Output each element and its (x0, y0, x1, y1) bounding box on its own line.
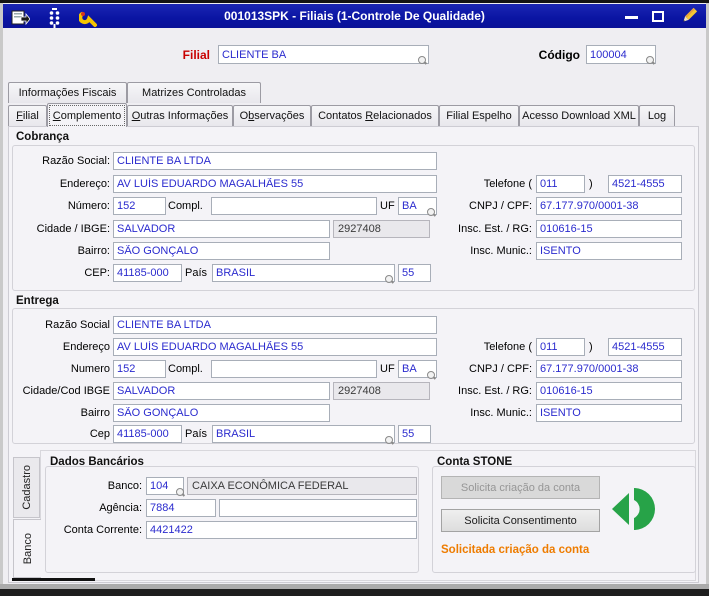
cobranca-uf-lookup-magnifier-icon[interactable] (427, 208, 436, 217)
cobranca-cidade-label: Cidade / IBGE: (36, 223, 110, 235)
cobranca-cnpj-label: CNPJ / CPF: (469, 200, 532, 212)
entrega-bairro-label: Bairro (80, 407, 110, 419)
entrega-pais-lookup-magnifier-icon[interactable] (385, 436, 394, 445)
tab-label: Outras Informações (131, 110, 229, 122)
tab-label: Log (647, 110, 667, 122)
cobranca-cep-input[interactable] (113, 264, 182, 282)
cobranca-pais-codigo-input[interactable] (398, 264, 431, 282)
minimize-icon[interactable] (625, 16, 638, 19)
codigo-lookup-magnifier-icon[interactable] (646, 56, 655, 65)
entrega-razao-social-label: Razão Social (45, 319, 110, 331)
conta-corrente-label: Conta Corrente: (63, 524, 142, 536)
cobranca-insc-est-input[interactable] (536, 220, 682, 238)
entrega-section-title: Entrega (16, 295, 59, 307)
entrega-insc-mun-label: Insc. Munic.: (470, 407, 532, 419)
window-title: 001013SPK - Filiais (1-Controle De Qualidade) (224, 9, 485, 23)
cobranca-pais-input[interactable] (212, 264, 395, 282)
side-tab-indicator-bar (12, 578, 95, 581)
cobranca-cidade-input[interactable] (113, 220, 330, 238)
cobranca-uf-label: UF (380, 200, 395, 212)
cobranca-ibge-readonly: 2927408 (333, 220, 430, 238)
entrega-uf-lookup-magnifier-icon[interactable] (427, 371, 436, 380)
agencia-digito-input[interactable] (219, 499, 417, 517)
banco-nome-readonly: CAIXA ECONÔMICA FEDERAL (187, 477, 417, 495)
entrega-cnpj-label: CNPJ / CPF: (469, 363, 532, 375)
titlebar[interactable] (3, 4, 706, 28)
entrega-endereco-label: Endereço (62, 341, 110, 353)
dados-bancarios-title: Dados Bancários (50, 456, 144, 468)
entrega-compl-label: Compl. (168, 363, 203, 375)
entrega-cep-label: Cep (89, 428, 110, 440)
cobranca-insc-est-label: Insc. Est. / RG: (458, 223, 532, 235)
cobranca-telefone-label: Telefone ( (483, 178, 532, 190)
tab-label: Filial Espelho (446, 110, 512, 122)
entrega-numero-input[interactable] (113, 360, 166, 378)
tab-filial[interactable] (8, 105, 47, 126)
entrega-uf-label: UF (380, 363, 395, 375)
tab-complemento[interactable] (47, 103, 127, 127)
entrega-insc-mun-input[interactable] (536, 404, 682, 422)
entrega-cnpj-input[interactable] (536, 360, 682, 378)
window-border-bottom (0, 589, 709, 596)
banco-label: Banco: (107, 480, 142, 492)
entrega-endereco-input[interactable] (113, 338, 437, 356)
entrega-pais-input[interactable] (212, 425, 395, 443)
banco-lookup-magnifier-icon[interactable] (176, 488, 185, 497)
filial-input[interactable] (218, 45, 429, 64)
entrega-compl-input[interactable] (211, 360, 377, 378)
entrega-pais-codigo-input[interactable] (398, 425, 431, 443)
tab-label: Informações Fiscais (18, 87, 117, 99)
entrega-razao-social-input[interactable] (113, 316, 437, 334)
entrega-cep-input[interactable] (113, 425, 182, 443)
tab-observacoes[interactable] (233, 105, 311, 126)
tab-informacoes-fiscais[interactable] (8, 82, 127, 103)
cobranca-insc-mun-input[interactable] (536, 242, 682, 260)
entrega-cidade-input[interactable] (113, 382, 330, 400)
entrega-insc-est-label: Insc. Est. / RG: (458, 385, 532, 397)
cobranca-razao-social-label: Razão Social: (42, 155, 110, 167)
cobranca-pais-lookup-magnifier-icon[interactable] (385, 275, 394, 284)
entrega-telefone-label: Telefone ( (483, 341, 532, 353)
maximize-icon[interactable] (652, 11, 664, 22)
tab-label: Observações (239, 110, 305, 122)
cobranca-endereco-input[interactable] (113, 175, 437, 193)
cobranca-insc-mun-label: Insc. Munic.: (470, 245, 532, 257)
cobranca-bairro-input[interactable] (113, 242, 330, 260)
edit-pencil-icon[interactable] (678, 6, 700, 27)
entrega-insc-est-input[interactable] (536, 382, 682, 400)
entrega-numero-label: Numero (70, 363, 110, 375)
entrega-telefone-numero-input[interactable] (608, 338, 682, 356)
window-border-top (0, 0, 709, 3)
cobranca-telefone-ddd-input[interactable] (536, 175, 585, 193)
solicita-consentimento-button[interactable]: Solicita Consentimento (441, 509, 600, 532)
conta-stone-title: Conta STONE (437, 456, 513, 468)
entrega-ibge-readonly: 2927408 (333, 382, 430, 400)
entrega-telefone-ddd-input[interactable] (536, 338, 585, 356)
tab-contatos-relacionados[interactable] (311, 105, 439, 126)
side-tab-label: Banco (21, 532, 34, 565)
cobranca-compl-label: Compl. (168, 200, 203, 212)
cobranca-razao-social-input[interactable] (113, 152, 437, 170)
cobranca-pais-label: País (185, 267, 208, 279)
cobranca-cep-label: CEP: (84, 267, 110, 279)
cobranca-compl-input[interactable] (211, 197, 377, 215)
tab-acesso-download-xml[interactable] (519, 105, 639, 126)
cobranca-numero-label: Número: (67, 200, 110, 212)
cobranca-bairro-label: Bairro: (77, 245, 110, 257)
tab-label: Matrizes Controladas (142, 87, 246, 99)
cobranca-numero-input[interactable] (113, 197, 166, 215)
cobranca-telefone-paren-label: ) (589, 178, 593, 190)
side-tab-label: Cadastro (20, 465, 33, 510)
tab-log[interactable] (639, 105, 675, 126)
tab-label: Contatos Relacionados (318, 110, 432, 122)
tab-filial-espelho[interactable] (439, 105, 519, 126)
tab-label: Filial (16, 110, 39, 122)
tab-matrizes-controladas[interactable] (127, 82, 261, 103)
filial-lookup-magnifier-icon[interactable] (418, 56, 427, 65)
solicita-criacao-conta-button[interactable]: Solicita criação da conta (441, 476, 600, 499)
filial-label: Filial (182, 48, 210, 62)
entrega-cidade-label: Cidade/Cod IBGE (22, 385, 110, 397)
entrega-bairro-input[interactable] (113, 404, 330, 422)
cobranca-telefone-numero-input[interactable] (608, 175, 682, 193)
conta-corrente-input[interactable] (146, 521, 417, 539)
agencia-input[interactable] (146, 499, 216, 517)
cobranca-cnpj-input[interactable] (536, 197, 682, 215)
tab-label: Complemento (52, 109, 122, 122)
stone-status-text: Solicitada criação da conta (441, 544, 590, 556)
cobranca-section-title: Cobrança (16, 131, 70, 143)
window-border-left (0, 3, 3, 588)
agencia-label: Agência: (99, 502, 142, 514)
codigo-label: Código (538, 48, 580, 62)
tab-label: Acesso Download XML (522, 110, 636, 122)
stone-logo-icon (611, 486, 657, 532)
cobranca-endereco-label: Endereço: (59, 178, 110, 190)
tab-outras-informacoes[interactable] (127, 105, 233, 126)
entrega-pais-label: País (185, 428, 208, 440)
entrega-telefone-paren-label: ) (589, 341, 593, 353)
